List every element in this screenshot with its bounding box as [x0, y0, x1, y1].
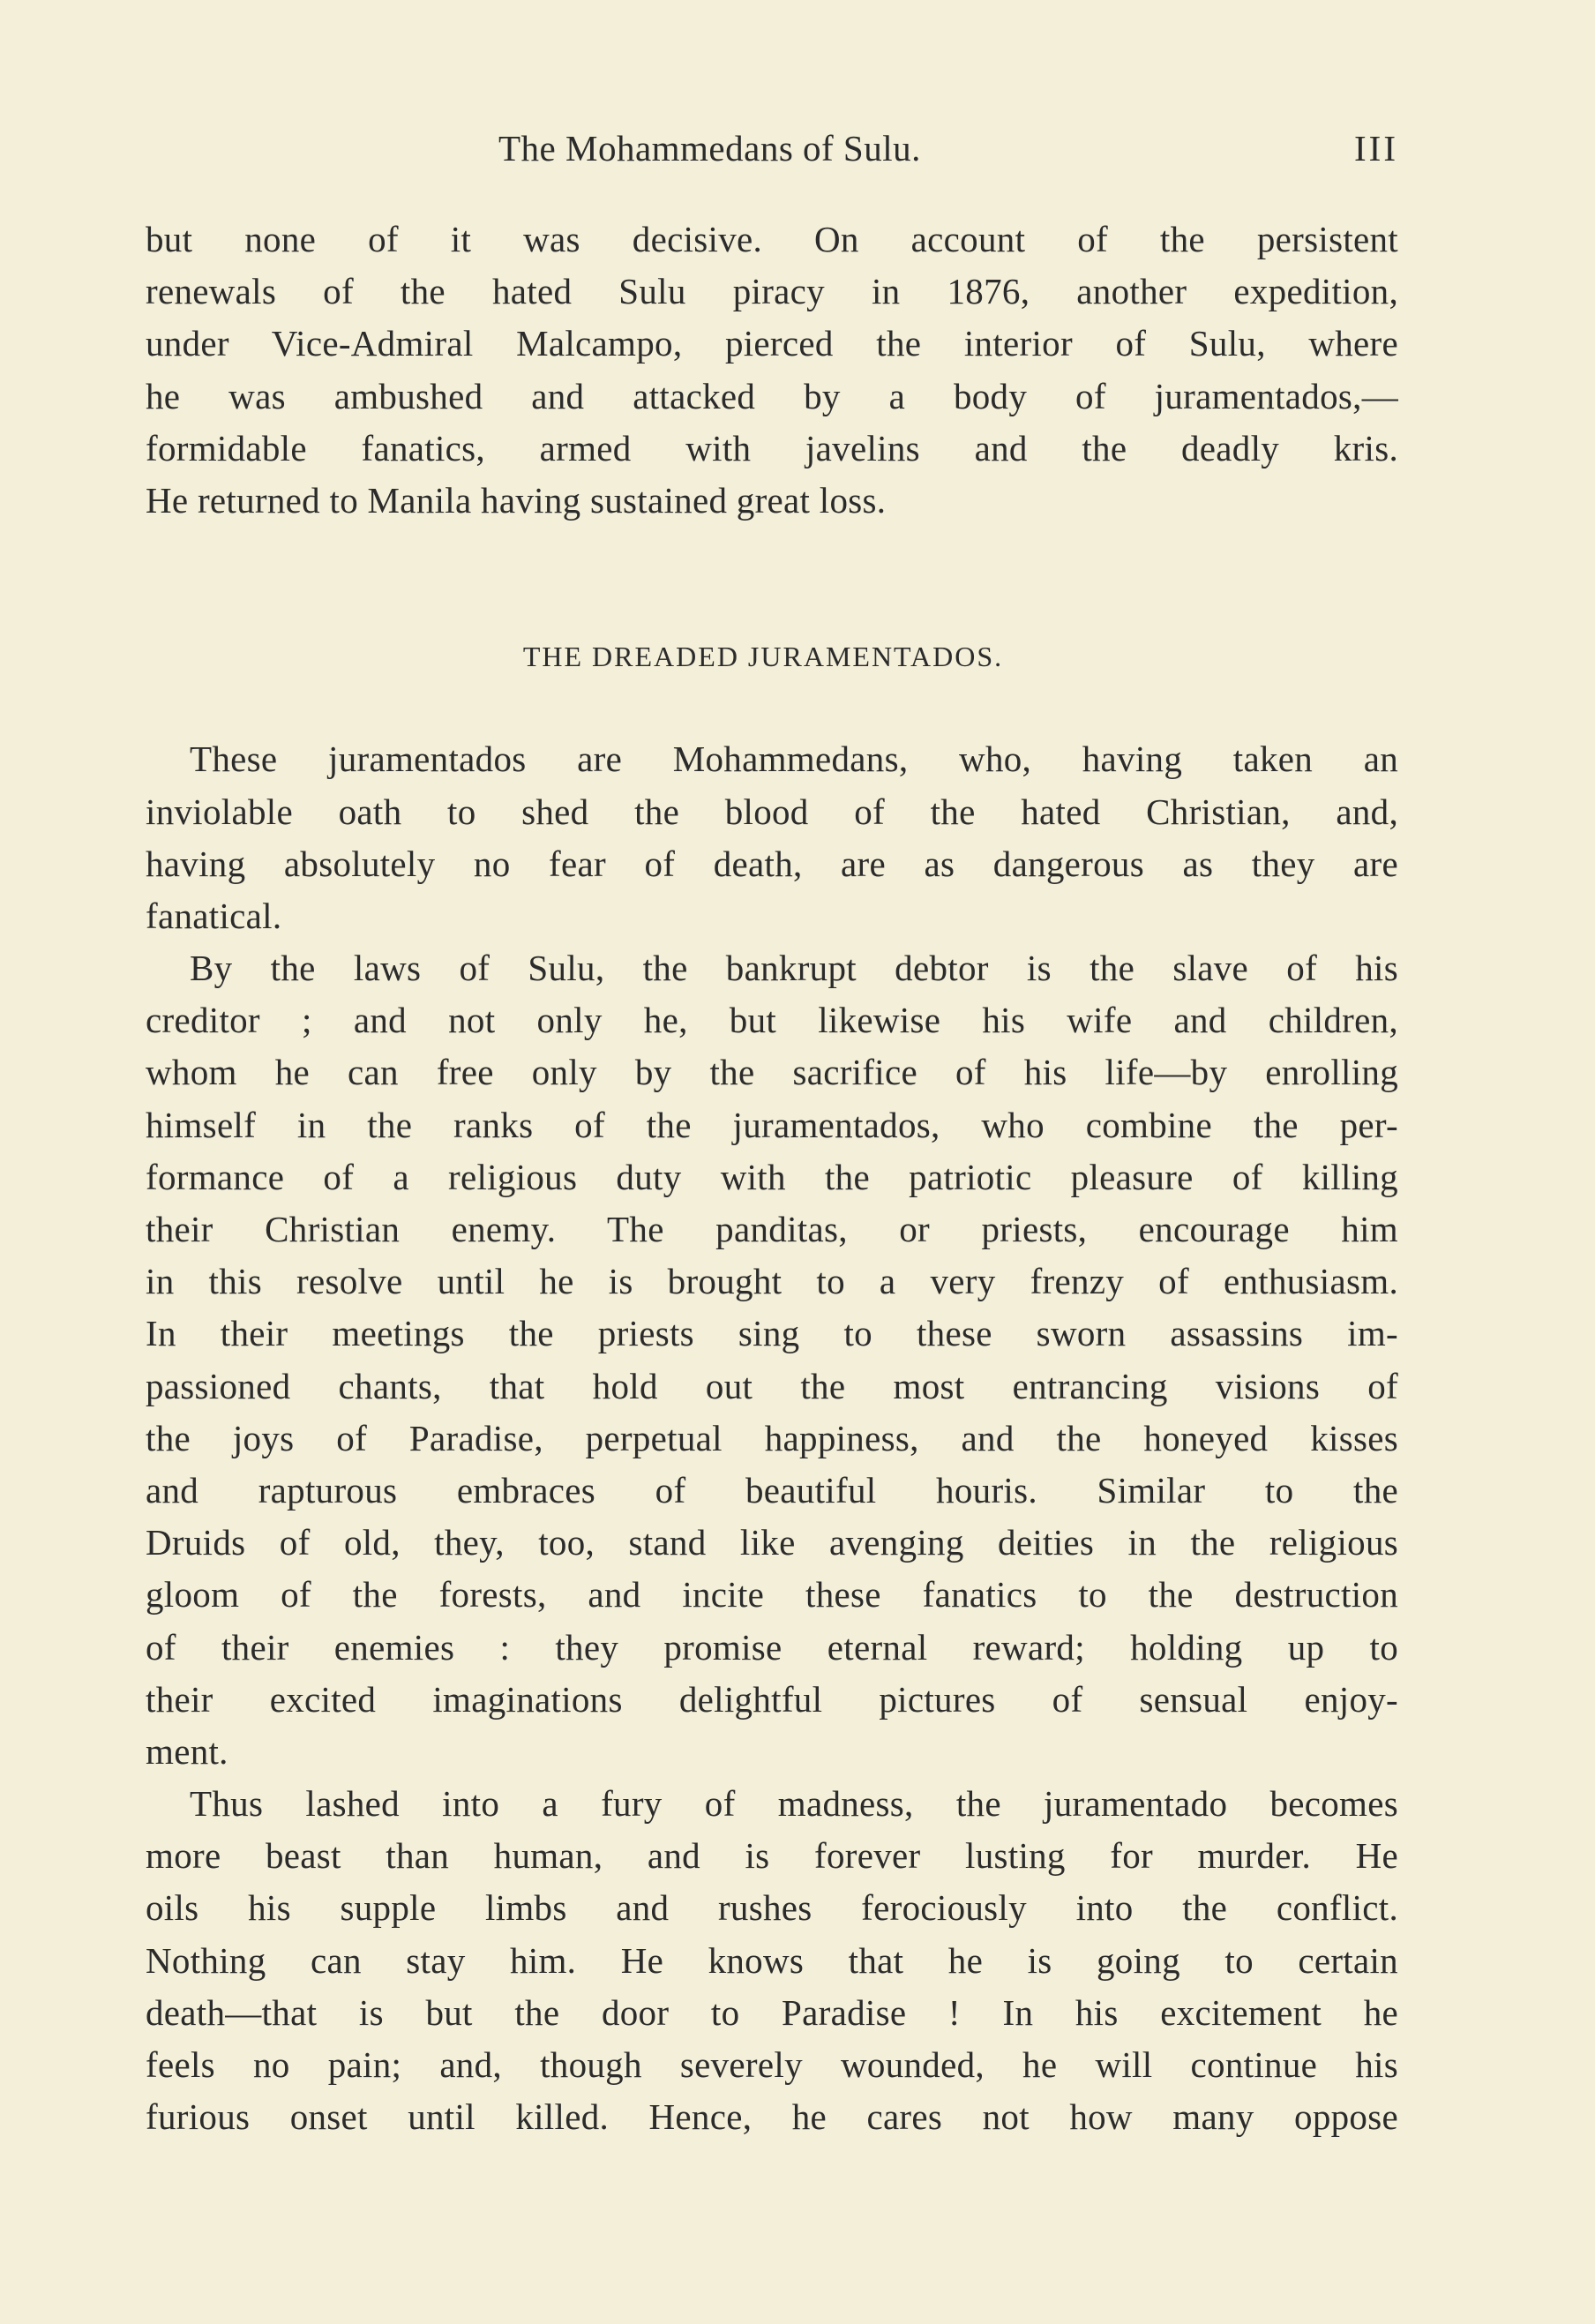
paragraph [146, 733, 1398, 942]
paragraph [146, 942, 1398, 1778]
text-line: In their meetings the priests sing to these sworn assassins im- [146, 1313, 1398, 1354]
text-line: but none of it was decisive. On account of the persistent [146, 219, 1398, 259]
paragraph [146, 1778, 1398, 2143]
text-line: inviolable oath to shed the blood of the hated Christian, and, [146, 791, 1398, 832]
text-line: the joys of Paradise, perpetual happiness, and the honeyed kisses [146, 1417, 1398, 1458]
text-line: under Vice-Admiral Malcampo, pierced the interior of Sulu, where [146, 323, 1398, 364]
text-line: formidable fanatics, armed with javelins and the deadly kris. [146, 427, 1398, 469]
text-line: formance of a religious duty with the patriotic pleasure of killing [146, 1156, 1398, 1197]
text-line: fanatical. [146, 895, 282, 936]
text-line: Nothing can stay him. He knows that he is going to certain [146, 1939, 1398, 1981]
text-line: death—that is but the door to Paradise ! In his excitement he [146, 1991, 1398, 2033]
text-line: furious onset until killed. Hence, he cares not how many oppose [146, 2096, 1398, 2138]
body-text [146, 214, 1398, 2143]
text-line: of their enemies : they promise eternal reward; holding up to [146, 1626, 1398, 1668]
text-line: These juramentados are Mohammedans, who, having taken an [190, 738, 1398, 780]
text-line: whom he can free only by the sacrifice of his life—by enrolling [146, 1052, 1398, 1093]
text-line: having absolutely no fear of death, are as dangerous as they are [146, 843, 1398, 884]
text-line: more beast than human, and is forever lusting for murder. He [146, 1835, 1398, 1877]
text-line: their excited imaginations delightful pictures of sensual enjoy- [146, 1678, 1398, 1720]
text-line: ment. [146, 1730, 228, 1772]
text-line: passioned chants, that hold out the most entrancing visions of [146, 1365, 1398, 1406]
text-line: creditor ; and not only he, but likewise his wife and children, [146, 1000, 1398, 1041]
text-line: he was ambushed and attacked by a body of juramentados,— [146, 375, 1398, 416]
text-line: gloom of the forests, and incite these fanatics to the destruction [146, 1574, 1398, 1616]
text-line: He returned to Manila having sustained great loss. [146, 479, 887, 521]
text-line: renewals of the hated Sulu piracy in 1876, another expedition, [146, 271, 1398, 312]
text-line: Thus lashed into a fury of madness, the juramentado becomes [190, 1783, 1398, 1825]
running-head-title: The Mohammedans of Sulu. [498, 128, 921, 169]
text-line: himself in the ranks of the juramentados, who combine the per- [146, 1104, 1398, 1145]
page-number: III [1354, 128, 1398, 169]
text-line: Druids of old, they, too, stand like avenging deities in the religious [146, 1522, 1398, 1563]
running-head [146, 122, 1398, 175]
text-line: and rapturous embraces of beautiful houris. Similar to the [146, 1469, 1398, 1511]
text-line: By the laws of Sulu, the bankrupt debtor is the slave of his [190, 948, 1398, 989]
text-line: feels no pain; and, though severely wounded, he will continue his [146, 2044, 1398, 2085]
text-line: their Christian enemy. The panditas, or priests, encourage him [146, 1209, 1398, 1249]
text-line: in this resolve until he is brought to a very frenzy of enthusiasm. [146, 1261, 1398, 1302]
section-heading: THE DREADED JURAMENTADOS. [522, 641, 1004, 673]
text-line: oils his supple limbs and rushes ferociously into the conflict. [146, 1887, 1398, 1929]
paragraph-continuation [146, 214, 1398, 527]
